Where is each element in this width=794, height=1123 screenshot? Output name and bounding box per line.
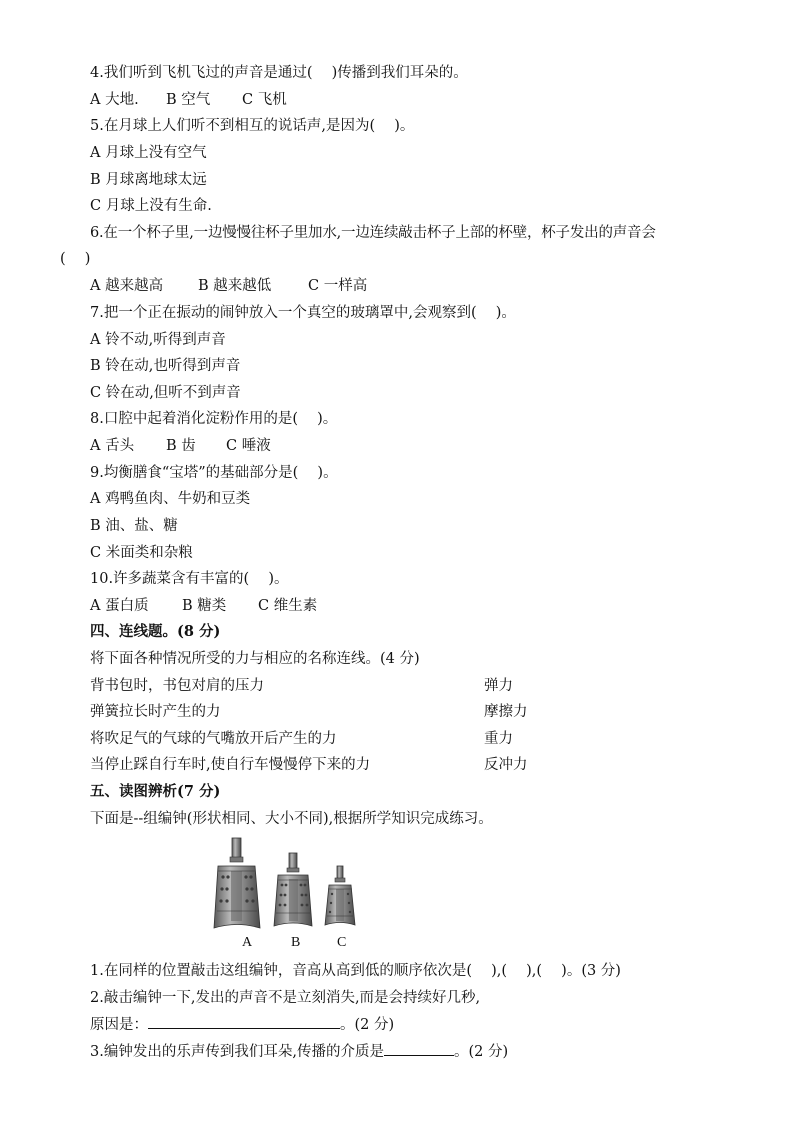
section5-q1: 1.在同样的位置敲击这组编钟，音高从高到低的顺序依次是( ),( ),( )。(3 分) — [90, 963, 621, 979]
q2-answer-blank[interactable] — [148, 1014, 340, 1029]
option: A 鸡鸭鱼肉、牛奶和豆类 — [90, 491, 251, 507]
option: C 一样高 — [308, 278, 368, 294]
option: C 铃在动,但听不到声音 — [90, 385, 241, 401]
match-left-item: 弹簧拉长时产生的力 — [90, 704, 221, 720]
q9-stem: 9.均衡膳食“宝塔”的基础部分是( )。 — [90, 465, 338, 481]
q10-stem: 10.许多蔬菜含有丰富的( )。 — [90, 571, 289, 587]
q2-suffix: 。(2 分) — [340, 1017, 395, 1033]
match-right-item: 重力 — [484, 731, 513, 747]
bell-label-a: A — [242, 935, 253, 950]
option: C 月球上没有生命. — [90, 198, 212, 214]
option: A 月球上没有空气 — [90, 145, 207, 161]
option: C 飞机 — [242, 92, 287, 108]
q8-options — [90, 436, 271, 456]
match-left-item: 背书包时，书包对肩的压力 — [90, 678, 264, 694]
q8-stem: 8.口腔中起着消化淀粉作用的是( )。 — [90, 411, 338, 427]
bell-label-b: B — [291, 935, 301, 950]
option: A 铃不动,听得到声音 — [90, 332, 226, 348]
bell-a — [214, 838, 260, 928]
q5-stem: 5.在月球上人们听不到相互的说话声,是因为( )。 — [90, 118, 415, 134]
q4-stem: 4.我们听到飞机飞过的声音是通过( )传播到我们耳朵的。 — [90, 65, 468, 81]
option: B 铃在动,也听得到声音 — [90, 358, 241, 374]
section5-intro: 下面是--组编钟(形状相同、大小不同),根据所学知识完成练习。 — [90, 811, 493, 827]
bell-b — [274, 853, 312, 926]
section5-title: 五、读图辨析(7 分) — [90, 783, 221, 800]
option: A 舌头 — [90, 438, 135, 454]
section5-q2-line1: 2.敲击编钟一下,发出的声音不是立刻消失,而是会持续好几秒, — [90, 990, 481, 1006]
option: B 越来越低 — [198, 278, 272, 294]
q6-stem: 6.在一个杯子里,一边慢慢往杯子里加水,一边连续敲击杯子上部的杯壁，杯子发出的声音会 — [90, 225, 656, 241]
q3-answer-blank[interactable] — [384, 1041, 454, 1056]
bell-c — [325, 866, 355, 925]
match-right-item: 弹力 — [484, 678, 513, 694]
option: B 油、盐、糖 — [90, 518, 178, 534]
q6-stem-cont: ( ) — [60, 251, 91, 267]
section4-instruction: 将下面各种情况所受的力与相应的名称连线。(4 分) — [90, 651, 420, 667]
q3-suffix: 。(2 分) — [453, 1044, 509, 1060]
section5-q2-answer-line — [90, 1014, 394, 1035]
q7-stem: 7.把一个正在振动的闹钟放入一个真空的玻璃罩中,会观察到( )。 — [90, 305, 516, 321]
q4-options — [90, 90, 287, 110]
match-right-item: 摩擦力 — [484, 704, 528, 720]
bell-label-c: C — [337, 935, 347, 950]
match-right-item: 反冲力 — [484, 757, 528, 773]
option: A 蛋白质 — [90, 598, 149, 614]
option: B 空气 — [166, 92, 211, 108]
q2-prefix: 原因是： — [90, 1017, 148, 1033]
q3-prefix: 3.编钟发出的乐声传到我们耳朵,传播的介质是 — [90, 1044, 384, 1060]
option: C 米面类和杂粮 — [90, 545, 193, 561]
option: B 月球离地球太远 — [90, 172, 207, 188]
option: B 齿 — [166, 438, 196, 454]
match-left-item: 当停止踩自行车时,使自行车慢慢停下来的力 — [90, 757, 371, 773]
match-left-item: 将吹足气的气球的气嘴放开后产生的力 — [90, 731, 337, 747]
section4-title: 四、连线题。(8 分) — [90, 623, 221, 640]
section5-q3 — [90, 1041, 508, 1062]
option: C 唾液 — [226, 438, 271, 454]
option: A 大地. — [90, 92, 139, 108]
option: B 糖类 — [182, 598, 227, 614]
option: A 越来越高 — [90, 278, 164, 294]
q10-options — [90, 596, 317, 616]
q6-options — [90, 276, 367, 296]
option: C 维生素 — [258, 598, 318, 614]
